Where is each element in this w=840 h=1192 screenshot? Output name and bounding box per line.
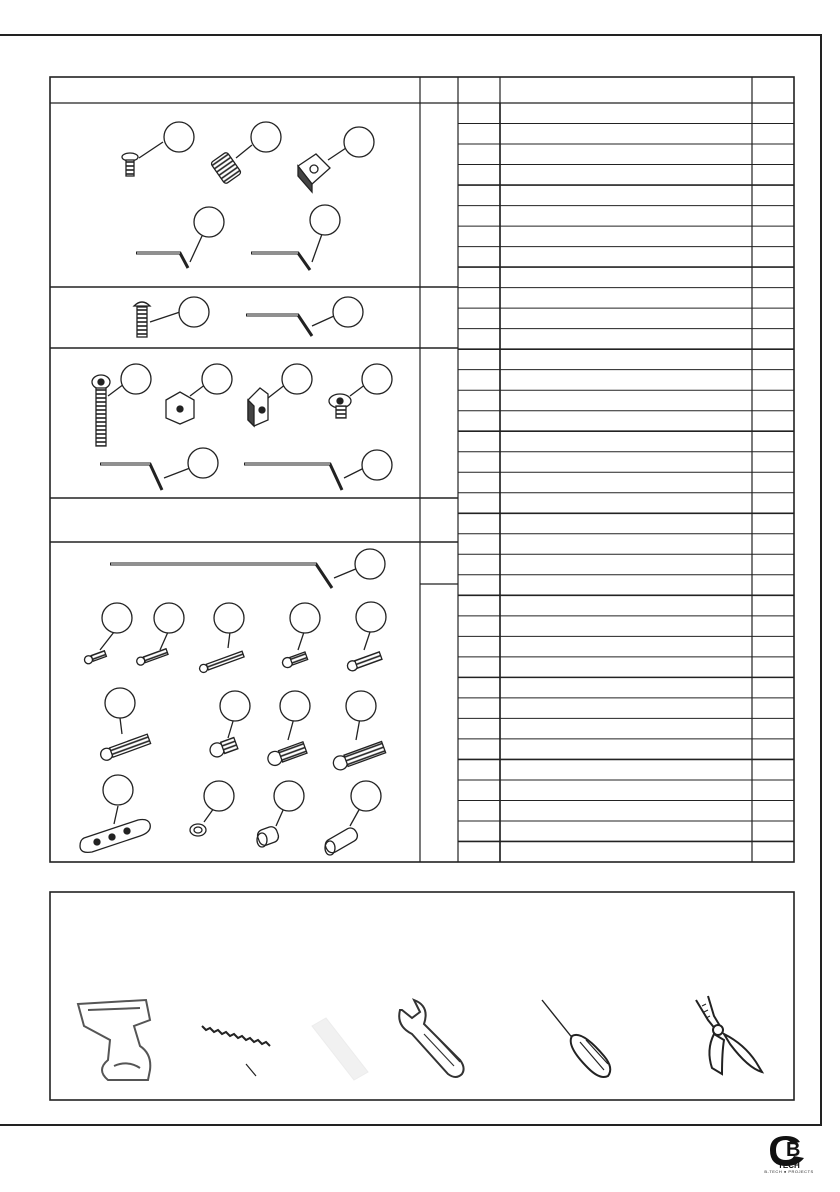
logo-mark xyxy=(756,1130,822,1170)
allen-key-icon xyxy=(100,448,218,490)
square-nut-icon xyxy=(298,127,374,192)
btech-logo xyxy=(756,1130,822,1188)
screw-m4-icon xyxy=(198,603,244,674)
t-nut-icon xyxy=(166,364,232,424)
spacer-long-icon xyxy=(323,781,381,855)
screw-m4-icon xyxy=(83,603,132,665)
screw-m6-icon xyxy=(208,691,250,759)
button-bolt-icon xyxy=(329,364,392,418)
pencil-icon xyxy=(312,1018,368,1080)
screw-m6-icon xyxy=(266,691,310,767)
table-rows xyxy=(458,103,794,862)
logo-letter: B xyxy=(786,1139,801,1161)
long-allen-key-icon xyxy=(110,549,385,588)
screw-m5-icon xyxy=(281,603,320,669)
washer-plate-icon xyxy=(80,775,150,852)
screw-m5-icon xyxy=(346,602,386,672)
grub-screw-icon xyxy=(210,122,281,184)
spacer-small-icon xyxy=(190,781,234,836)
screw-m8-icon xyxy=(331,691,386,772)
logo-sub: TECH xyxy=(778,1161,800,1170)
allen-key-icon xyxy=(246,297,363,336)
countersunk-screw-icon xyxy=(134,297,209,337)
wedge-nut-icon xyxy=(248,364,312,426)
logo-strap: B-TECH ● PROJECTS xyxy=(764,1169,814,1174)
allen-key-icon xyxy=(136,207,224,268)
hardware-group-5 xyxy=(80,549,386,855)
spacer-medium-icon xyxy=(256,781,304,847)
screwdriver-icon xyxy=(542,1000,610,1077)
long-bolt-icon xyxy=(92,364,151,446)
drill-bit-icon xyxy=(202,1026,270,1076)
tools-panel xyxy=(50,892,794,1100)
screw-m6-icon xyxy=(99,688,151,762)
pliers-icon xyxy=(696,996,762,1074)
hardware-table xyxy=(50,77,794,862)
hardware-group-2 xyxy=(134,297,363,337)
allen-key-icon xyxy=(244,450,392,490)
hardware-group-1 xyxy=(122,122,374,270)
button-screw-icon xyxy=(122,122,194,176)
allen-key-icon xyxy=(251,205,340,270)
power-drill-icon xyxy=(78,1000,150,1080)
screw-m4-icon xyxy=(136,603,184,666)
wrench-icon xyxy=(399,1000,463,1077)
hardware-group-3 xyxy=(92,364,392,490)
